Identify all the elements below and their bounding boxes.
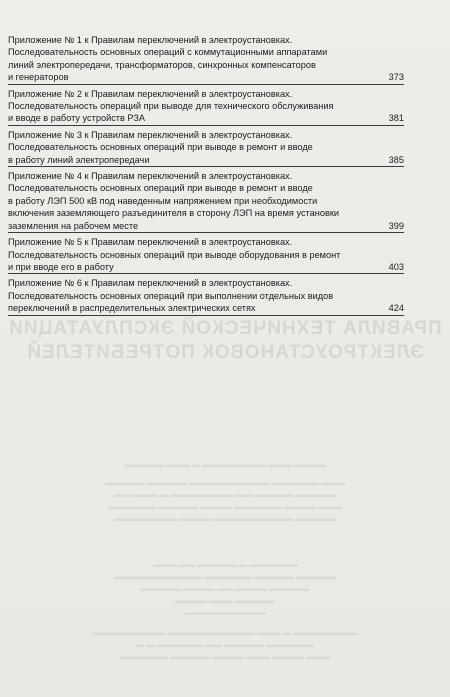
toc-entry-line: и генераторов xyxy=(8,72,69,83)
toc-entry-line: заземления на рабочем месте xyxy=(8,220,139,231)
table-of-contents xyxy=(8,34,404,317)
toc-entry-line: Последовательность основных операций с коммутационными аппаратами xyxy=(8,47,328,58)
toc-entry-line: Приложение № 3 к Правилам переключений в электроустановках. xyxy=(8,129,293,140)
toc-page-number: 385 xyxy=(388,154,404,165)
toc-entry-line: Последовательность основных операций при выводе в ремонт и вводе xyxy=(8,142,313,153)
toc-entry-appendix-3[interactable] xyxy=(8,129,404,167)
toc-entry-line: Приложение № 5 к Правилам переключений в электроустановках. xyxy=(8,237,293,248)
toc-page-number: 424 xyxy=(388,303,404,314)
toc-entry-appendix-6[interactable] xyxy=(8,277,404,315)
toc-entry-appendix-2[interactable] xyxy=(8,88,404,126)
toc-entry-line: Приложение № 1 к Правилам переключений в электроустановках. xyxy=(8,35,293,45)
toc-entry-line: Последовательность основных операций при выводе оборудования в ремонт xyxy=(8,249,341,260)
toc-page-number: 373 xyxy=(388,72,404,83)
toc-entry-line: Приложение № 2 к Правилам переключений в электроустановках. xyxy=(8,88,293,99)
toc-entry-line: переключений в распределительных электрических сетях xyxy=(8,303,256,314)
toc-entry-line: Приложение № 4 к Правилам переключений в электроустановках. xyxy=(8,171,293,182)
toc-entry-line: линий электропередачи, трансформаторов, синхронных компенсаторов xyxy=(8,59,316,70)
reverse-side-show-through: ПРАВИЛА ТЕХНИЧЕСКОЙ ЭКСПЛУАТАЦИИ ЭЛЕКТРОУСТАНОВОК ПОТРЕБИТЕЛЕЙ ▬▬▬▬ ▬▬▬ ▬▬▬▬▬▬▬▬ ▬ ▬▬▬ ▬▬▬▬▬ ▬▬▬ ▬▬▬▬▬▬ ▬▬▬▬▬▬▬▬▬▬ ▬▬▬▬▬ ▬▬▬▬▬ ▬▬▬▬▬ ▬▬▬▬▬ ▬▬ ▬▬▬▬▬▬▬▬ ▬ ▬▬▬ ▬ ▬ ▬▬▬ ▬▬▬▬ ▬▬▬▬▬▬ ▬▬▬▬ ▬▬▬▬▬ ▬▬▬▬▬▬ ▬▬▬▬▬ ▬▬▬▬▬▬▬▬▬▬ ▬▬▬▬ ▬▬▬▬▬▬▬▬ ▬▬▬▬▬▬ ▬ ▬▬▬▬▬ ▬▬ ▬▬▬ ▬▬▬▬▬ ▬▬▬▬▬ ▬▬▬▬▬▬ ▬▬▬▬▬▬▬▬▬▬▬ ▬▬▬▬▬ ▬▬▬▬ ▬▬ ▬▬▬▬ ▬▬▬▬▬ ▬▬▬▬▬ ▬▬▬ ▬▬▬▬ ▬▬▬▬▬▬▬▬▬▬ ▬▬▬▬▬▬▬▬ ▬ ▬▬▬ ▬▬▬▬▬▬▬▬▬▬▬ ▬▬▬▬▬▬▬▬▬ ▬▬▬▬▬▬ ▬▬▬▬▬ ▬▬ ▬▬▬▬▬▬ ▬ ▬ ▬▬▬ ▬▬▬▬ ▬▬▬ ▬▬▬▬ ▬▬▬▬▬ ▬▬▬▬▬▬ xyxy=(8,318,442,661)
toc-entry-line: Последовательность операций при выводе для технического обслуживания xyxy=(8,101,334,112)
toc-entry-appendix-4[interactable] xyxy=(8,170,404,233)
toc-entry-line: Последовательность основных операций при выполнении отдельных видов xyxy=(8,290,334,301)
toc-entry-line: и при вводе его в работу xyxy=(8,261,114,272)
toc-page-number: 399 xyxy=(388,220,404,231)
toc-entry-line: Приложение № 6 к Правилам переключений в электроустановках. xyxy=(8,278,293,289)
toc-entry-appendix-5[interactable] xyxy=(8,236,404,274)
toc-entry-appendix-1[interactable] xyxy=(8,34,404,85)
toc-page-number: 403 xyxy=(388,261,404,272)
toc-entry-line: в работу ЛЭП 500 кВ под наведенным напряжением при необходимости xyxy=(8,195,318,206)
toc-page-number: 381 xyxy=(388,113,404,124)
toc-entry-line: включения заземляющего разъединителя в сторону ЛЭП на время установки xyxy=(8,208,339,219)
toc-entry-line: Последовательность основных операций при выводе в ремонт и вводе xyxy=(8,183,313,194)
toc-entry-line: в работу линий электропередачи xyxy=(8,154,150,165)
toc-entry-line: и вводе в работу устройств РЗА xyxy=(8,113,146,124)
